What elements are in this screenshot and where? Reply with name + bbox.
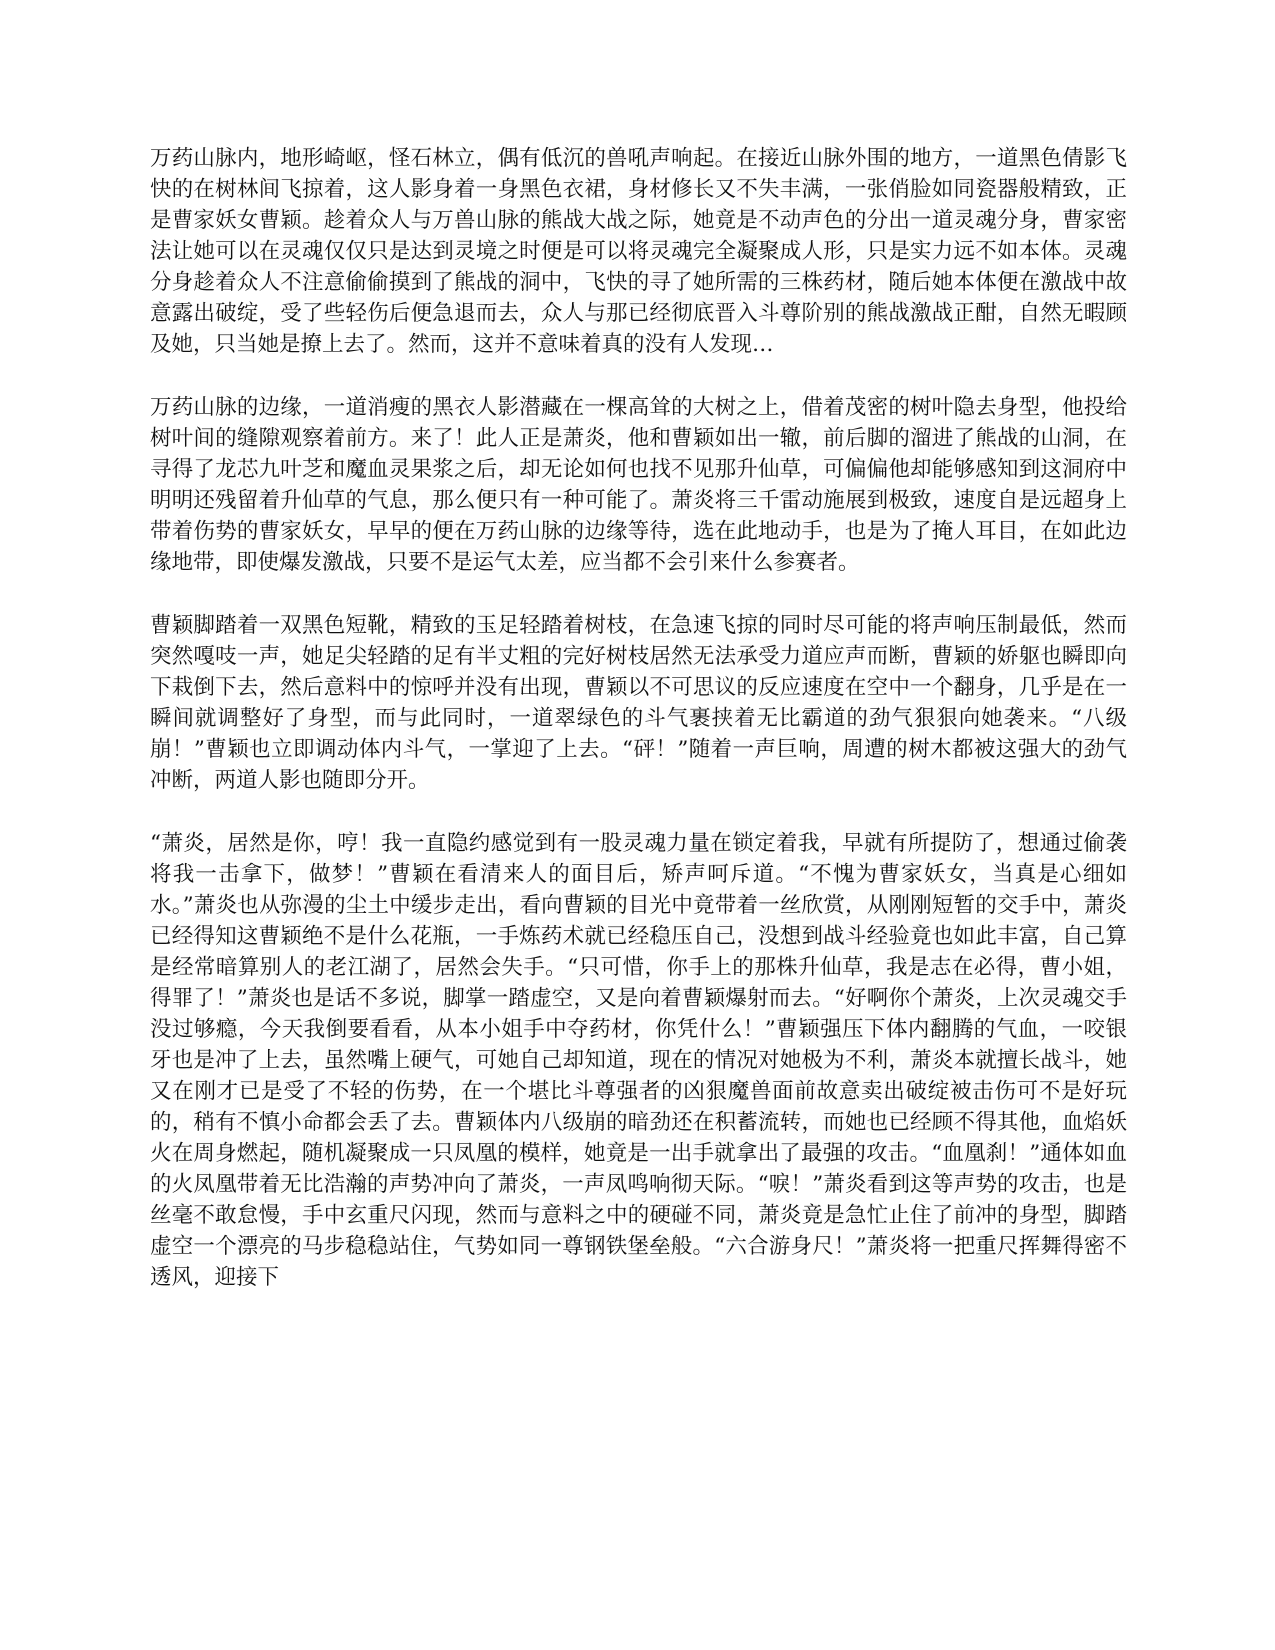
paragraph-3: 曹颖脚踏着一双黑色短靴，精致的玉足轻踏着树枝，在急速飞掠的同时尽可能的将声响压制最低，然而突然嘎吱一声，她足尖轻踏的足有半丈粗的完好树枝居然无法承受力道应声而断，曹颖的娇躯也瞬即向下栽倒下去，然后意料中的惊呼并没有出现，曹颖以不可思议的反应速度在空中一个翻身，几乎是在一瞬间就调整好了身型，而与此同时，一道翠绿色的斗气裹挟着无比霸道的劲气狠狠向她袭来。“八级崩！”曹颖也立即调动体内斗气，一掌迎了上去。“砰！”随着一声巨响，周遭的树木都被这强大的劲气冲断，两道人影也随即分开。: [150, 613, 1127, 793]
paragraph-1: 万药山脉内，地形崎岖，怪石林立，偶有低沉的兽吼声响起。在接近山脉外围的地方，一道黑色倩影飞快的在树林间飞掠着，这人影身着一身黑色衣裙，身材修长又不失丰满，一张俏脸如同瓷器般精致，正是曹家妖女曹颖。趁着众人与万兽山脉的熊战大战之际，她竟是不动声色的分出一道灵魂分身，曹家密法让她可以在灵魂仅仅只是达到灵境之时便是可以将灵魂完全凝聚成人形，只是实力远不如本体。灵魂分身趁着众人不注意偷偷摸到了熊战的洞中，飞快的寻了她所需的三株药材，随后她本体便在激战中故意露出破绽，受了些轻伤后便急退而去，众人与那已经彻底晋入斗尊阶别的熊战激战正酣，自然无暇顾及她，只当她是撩上去了。然而，这并不意味着真的没有人发现…: [150, 146, 1127, 357]
paragraph-4: “萧炎，居然是你，哼！我一直隐约感觉到有一股灵魂力量在锁定着我，早就有所提防了，想通过偷袭将我一击拿下，做梦！”曹颖在看清来人的面目后，矫声呵斥道。“不愧为曹家妖女，当真是心细如水。”萧炎也从弥漫的尘土中缓步走出，看向曹颖的目光中竟带着一丝欣赏，从刚刚短暂的交手中，萧炎已经得知这曹颖绝不是什么花瓶，一手炼药术就已经稳压自己，没想到战斗经验竟也如此丰富，自己算是经常暗算别人的老江湖了，居然会失手。“只可惜，你手上的那株升仙草，我是志在必得，曹小姐，得罪了！”萧炎也是话不多说，脚掌一踏虚空，又是向着曹颖爆射而去。“好啊你个萧炎，上次灵魂交手没过够瘾，今天我倒要看看，从本小姐手中夺药材，你凭什么！”曹颖强压下体内翻腾的气血，一咬银牙也是冲了上去，虽然嘴上硬气，可她自己却知道，现在的情况对她极为不利，萧炎本就擅长战斗，她又在刚才已是受了不轻的伤势，在一个堪比斗尊强者的凶狠魔兽面前故意卖出破绽被击伤可不是好玩的，稍有不慎小命都会丢了去。曹颖体内八级崩的暗劲还在积蓄流转，而她也已经顾不得其他，血焰妖火在周身燃起，随机凝聚成一只凤凰的模样，她竟是一出手就拿出了最强的攻击。“血凰刹！”通体如血的火凤凰带着无比浩瀚的声势冲向了萧炎，一声凤鸣响彻天际。“唳！”萧炎看到这等声势的攻击，也是丝毫不敢怠慢，手中玄重尺闪现，然而与意料之中的硬碰不同，萧炎竟是急忙止住了前冲的身型，脚踏虚空一个漂亮的马步稳稳站住，气势如同一尊钢铁堡垒般。“六合游身尺！”萧炎将一把重尺挥舞得密不透风，迎接下: [150, 831, 1127, 1290]
paragraph-2: 万药山脉的边缘，一道消瘦的黑衣人影潜藏在一棵高耸的大树之上，借着茂密的树叶隐去身型，他投给树叶间的缝隙观察着前方。来了！此人正是萧炎，他和曹颖如出一辙，前后脚的溜进了熊战的山洞，在寻得了龙芯九叶芝和魔血灵果浆之后，却无论如何也找不见那升仙草，可偏偏他却能够感知到这洞府中明明还残留着升仙草的气息，那么便只有一种可能了。萧炎将三千雷动施展到极致，速度自是远超身上带着伤势的曹家妖女，早早的便在万药山脉的边缘等待，选在此地动手，也是为了掩人耳目，在如此边缘地带，即使爆发激战，只要不是运气太差，应当都不会引来什么参赛者。: [150, 395, 1127, 575]
document-body: [150, 143, 1127, 1325]
